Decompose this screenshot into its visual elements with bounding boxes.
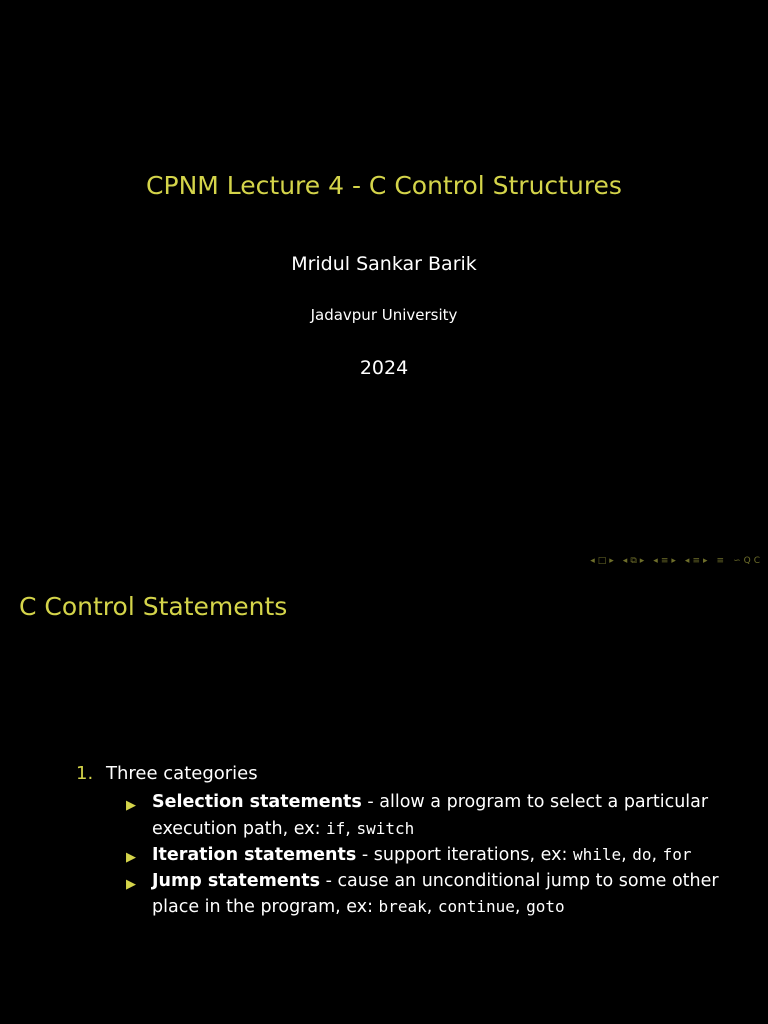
- nav-frame-icon[interactable]: ⧉: [630, 556, 637, 566]
- item-term: Jump statements: [152, 870, 320, 891]
- list-item: [126, 790, 736, 842]
- content-slide: [0, 512, 768, 1024]
- triangle-bullet-icon: ▶: [126, 850, 136, 865]
- author-name: Mridul Sankar Barik: [291, 253, 477, 275]
- item-term: Iteration statements: [152, 845, 357, 865]
- separator: ,: [621, 845, 633, 865]
- institute-name: Jadavpur University: [310, 306, 458, 324]
- presentation-title: CPNM Lecture 4 - C Control Structures: [146, 171, 622, 200]
- nav-prev-slide-arrow-icon[interactable]: ◂: [590, 556, 595, 566]
- nav-next-slide-arrow-icon[interactable]: ▸: [609, 556, 614, 566]
- separator: ,: [345, 818, 357, 839]
- nav-prev-frame-arrow-icon[interactable]: ◂: [622, 556, 628, 566]
- code-keyword: if: [326, 818, 346, 838]
- beamer-navigation-bar[interactable]: [590, 556, 760, 566]
- nav-back-icon[interactable]: ∽: [733, 556, 741, 566]
- item-description: - support iterations, ex:: [356, 845, 573, 865]
- frame-title: C Control Statements: [19, 592, 288, 621]
- enum-label: Three categories: [106, 763, 258, 784]
- item-description: - allow a program to select a particular execution path, ex:: [152, 792, 709, 839]
- enumeration: [76, 761, 736, 921]
- nav-next-section-arrow-icon[interactable]: ▸: [702, 556, 708, 566]
- nav-subsection-icon[interactable]: ≡: [660, 556, 669, 566]
- nav-prev-subsection-arrow-icon[interactable]: ◂: [653, 556, 658, 566]
- triangle-bullet-icon: ▶: [126, 798, 136, 813]
- separator: ,: [651, 845, 663, 865]
- item-term: Selection statements: [152, 792, 362, 812]
- code-keyword: switch: [356, 818, 415, 838]
- separator: ,: [426, 897, 438, 917]
- enum-item: [76, 761, 736, 787]
- enum-number: 1.: [76, 763, 94, 784]
- nav-forward-icon[interactable]: C: [753, 556, 760, 566]
- triangle-bullet-icon: ▶: [126, 876, 136, 892]
- code-keyword: for: [662, 845, 692, 864]
- item-description: - cause an unconditional jump to some other place in the program, ex:: [152, 870, 719, 917]
- list-item: [126, 842, 736, 869]
- category-list: [76, 790, 736, 921]
- presentation-date: 2024: [359, 357, 409, 379]
- nav-next-frame-arrow-icon[interactable]: ▸: [639, 556, 645, 566]
- nav-prev-section-arrow-icon[interactable]: ◂: [684, 556, 690, 566]
- list-item: [126, 869, 736, 921]
- nav-slide-icon[interactable]: □: [597, 556, 607, 566]
- nav-section-icon[interactable]: ≡: [692, 556, 700, 566]
- separator: ,: [514, 897, 527, 917]
- code-keyword: continue: [437, 897, 515, 916]
- code-keyword: goto: [526, 897, 565, 916]
- nav-toc-icon[interactable]: ≡: [716, 556, 725, 566]
- code-keyword: while: [572, 845, 622, 864]
- code-keyword: break: [378, 897, 427, 916]
- nav-next-subsection-arrow-icon[interactable]: ▸: [671, 556, 676, 566]
- nav-search-icon[interactable]: Q: [743, 556, 751, 566]
- code-keyword: do: [632, 845, 652, 864]
